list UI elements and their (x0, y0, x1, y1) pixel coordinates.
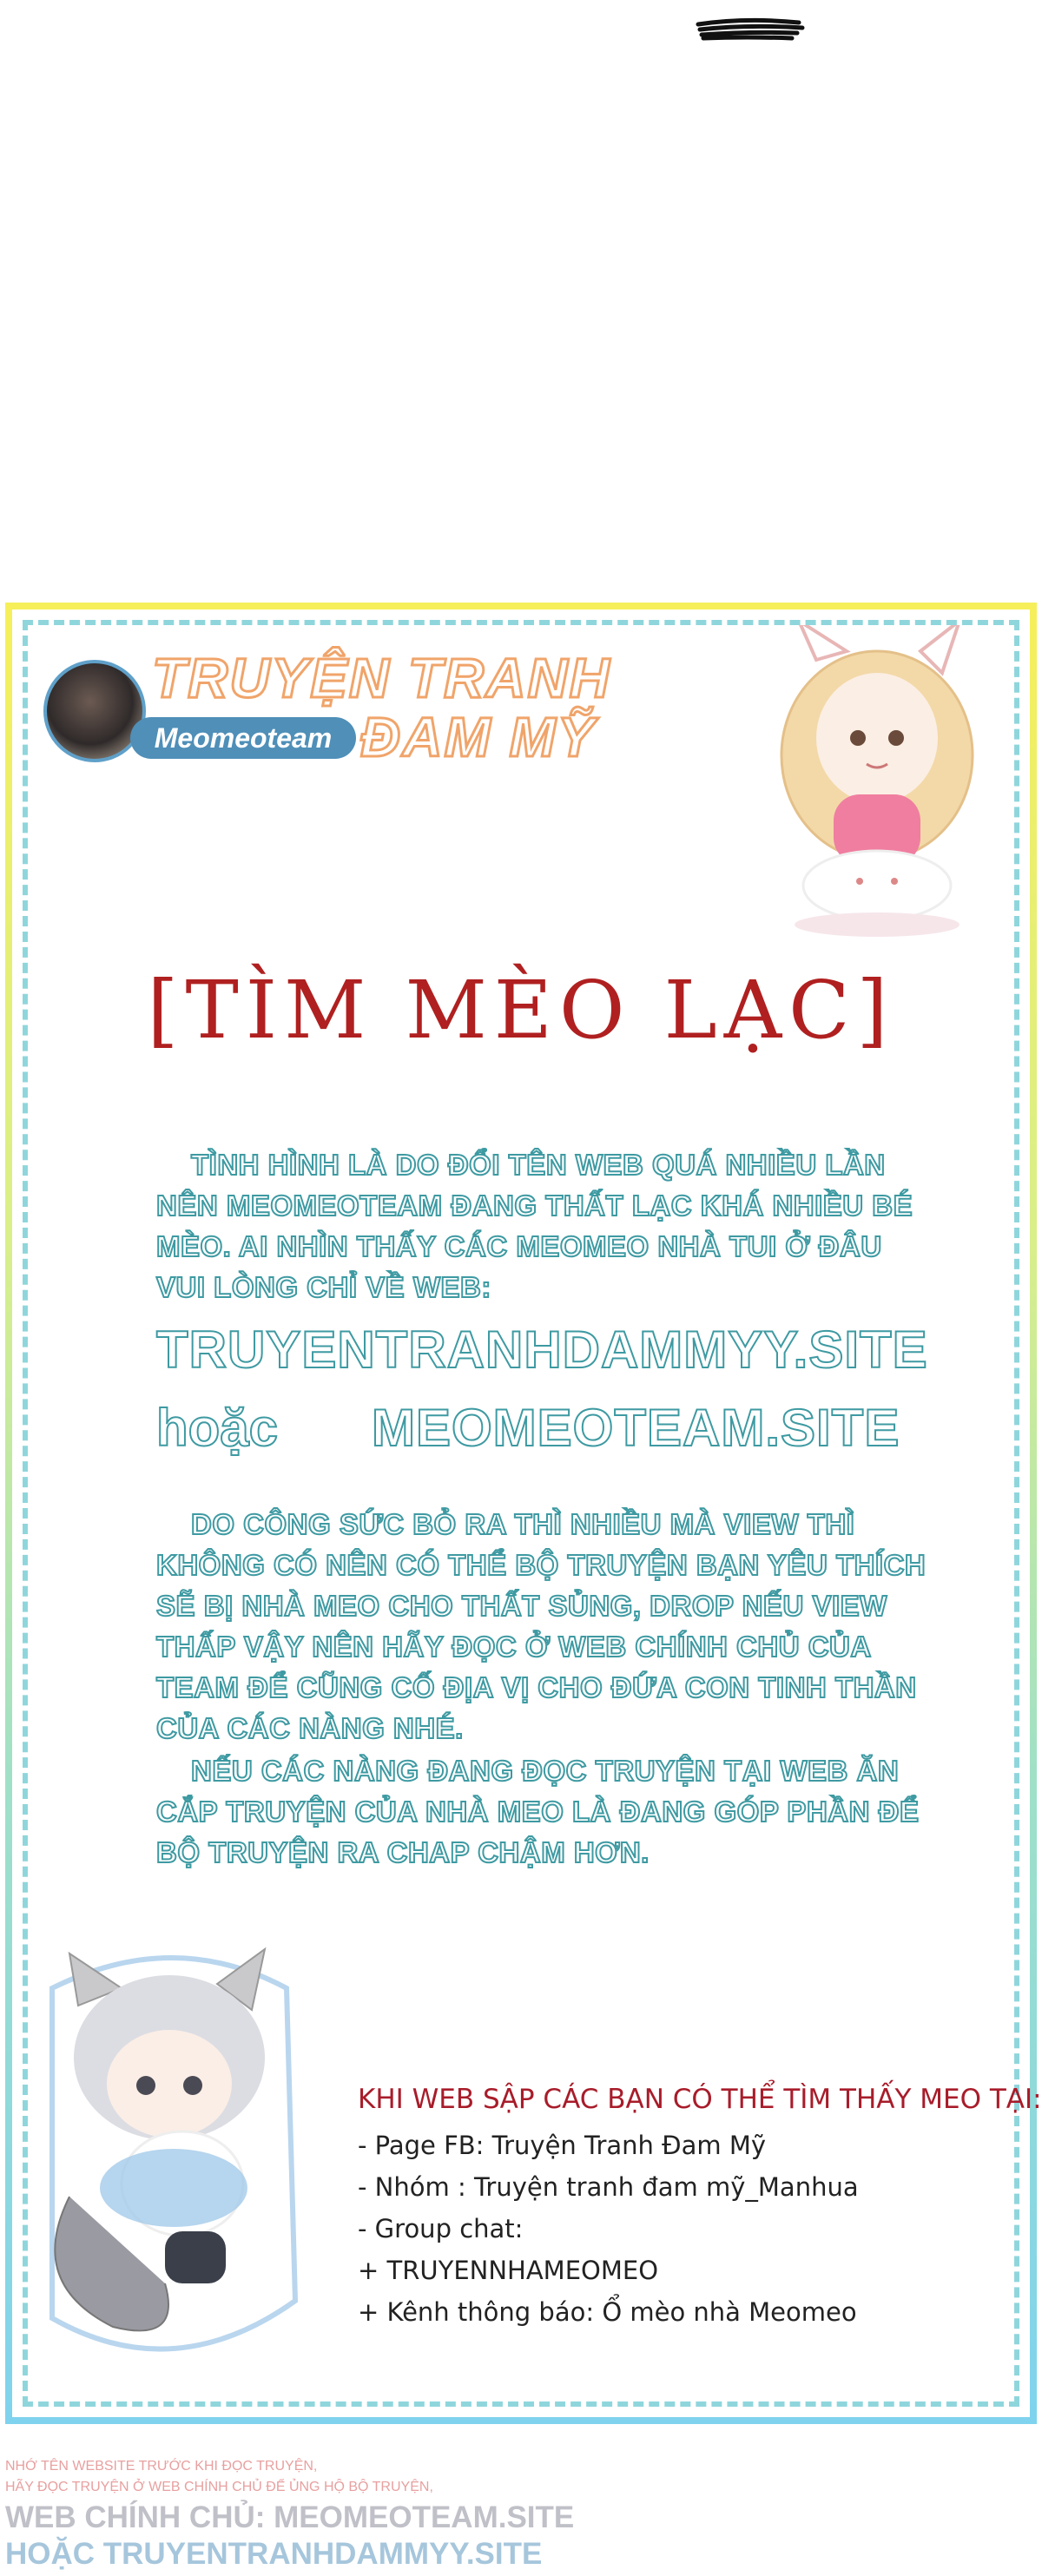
logo-title-line1: TRUYỆN TRANH (152, 647, 611, 709)
team-avatar (43, 660, 146, 762)
contact-line-chat-name: + TRUYENNHAMEOMEO (358, 2256, 659, 2285)
contact-line-group-chat: - Group chat: (358, 2214, 524, 2243)
footer-website-line2: HOẶC TRUYENTRANHDAMMYY.SITE (5, 2537, 543, 2571)
chibi-girl-illustration (764, 625, 990, 946)
url-separator-text: hoặc (156, 1399, 279, 1457)
scribble-mark (695, 16, 808, 43)
website-url-primary: TRUYENTRANHDAMMYY.SITE (156, 1321, 928, 1379)
website-url-secondary: MEOMEOTEAM.SITE (372, 1399, 900, 1457)
contact-line-facebook-page: - Page FB: Truyện Tranh Đam Mỹ (358, 2131, 767, 2160)
page-title: [TÌM MÈO LẠC] (147, 964, 895, 1057)
contact-line-group: - Nhóm : Truyện tranh đam mỹ_Manhua (358, 2172, 859, 2202)
footer-website-line1: WEB CHÍNH CHỦ: MEOMEOTEAM.SITE (5, 2500, 575, 2534)
footer-note-line1: NHỚ TÊN WEBSITE TRƯỚC KHI ĐỌC TRUYỆN, (5, 2459, 318, 2474)
footer-note-line2: HÃY ĐỌC TRUYỆN Ở WEB CHÍNH CHỦ ĐỂ ỦNG HỘ BỘ TRUYỆN, (5, 2480, 433, 2494)
notice-paragraph-3: NẾU CÁC NÀNG ĐANG ĐỌC TRUYỆN TẠI WEB ĂN CẮP TRUYỆN CỦA NHÀ MEO LÀ ĐANG GÓP PHẦN ĐỂ BỘ TRUYỆN RA CHAP CHẬM HƠN. (156, 1755, 920, 1868)
contact-line-channel: + Kênh thông báo: Ổ mèo nhà Meomeo (358, 2297, 857, 2327)
logo-title-line2: ĐAM MỸ (360, 706, 597, 768)
notice-paragraph-1: TÌNH HÌNH LÀ DO ĐỔI TÊN WEB QUÁ NHIỀU LẦN NÊN MEOMEOTEAM ĐANG THẤT LẠC KHÁ NHIỀU BÉ MÈO. AI NHÌN THẤY CÁC MEOMEO NHÀ TUI Ở ĐÂU VUI LÒNG CHỈ VỀ WEB: (156, 1149, 913, 1303)
chibi-fox-boy-illustration (35, 1936, 304, 2370)
contact-heading: KHI WEB SẬP CÁC BẠN CÓ THỂ TÌM THẤY MEO TẠI: (358, 2084, 1042, 2115)
team-name-badge: Meomeoteam (130, 717, 356, 759)
notice-paragraph-2: DO CÔNG SỨC BỎ RA THÌ NHIỀU MÀ VIEW THÌ KHÔNG CÓ NÊN CÓ THỂ BỘ TRUYỆN BẠN YÊU THÍCH SẼ BỊ NHÀ MEO CHO THẤT SỦNG, DROP NẾU VIEW THẤP VẬY NÊN HÃY ĐỌC Ở WEB CHÍNH CHỦ CỦA TEAM ĐỂ CŨNG CỐ ĐỊA VỊ CHO ĐỨA CON TINH THẦN CỦA CÁC NÀNG NHÉ. (156, 1508, 927, 1744)
